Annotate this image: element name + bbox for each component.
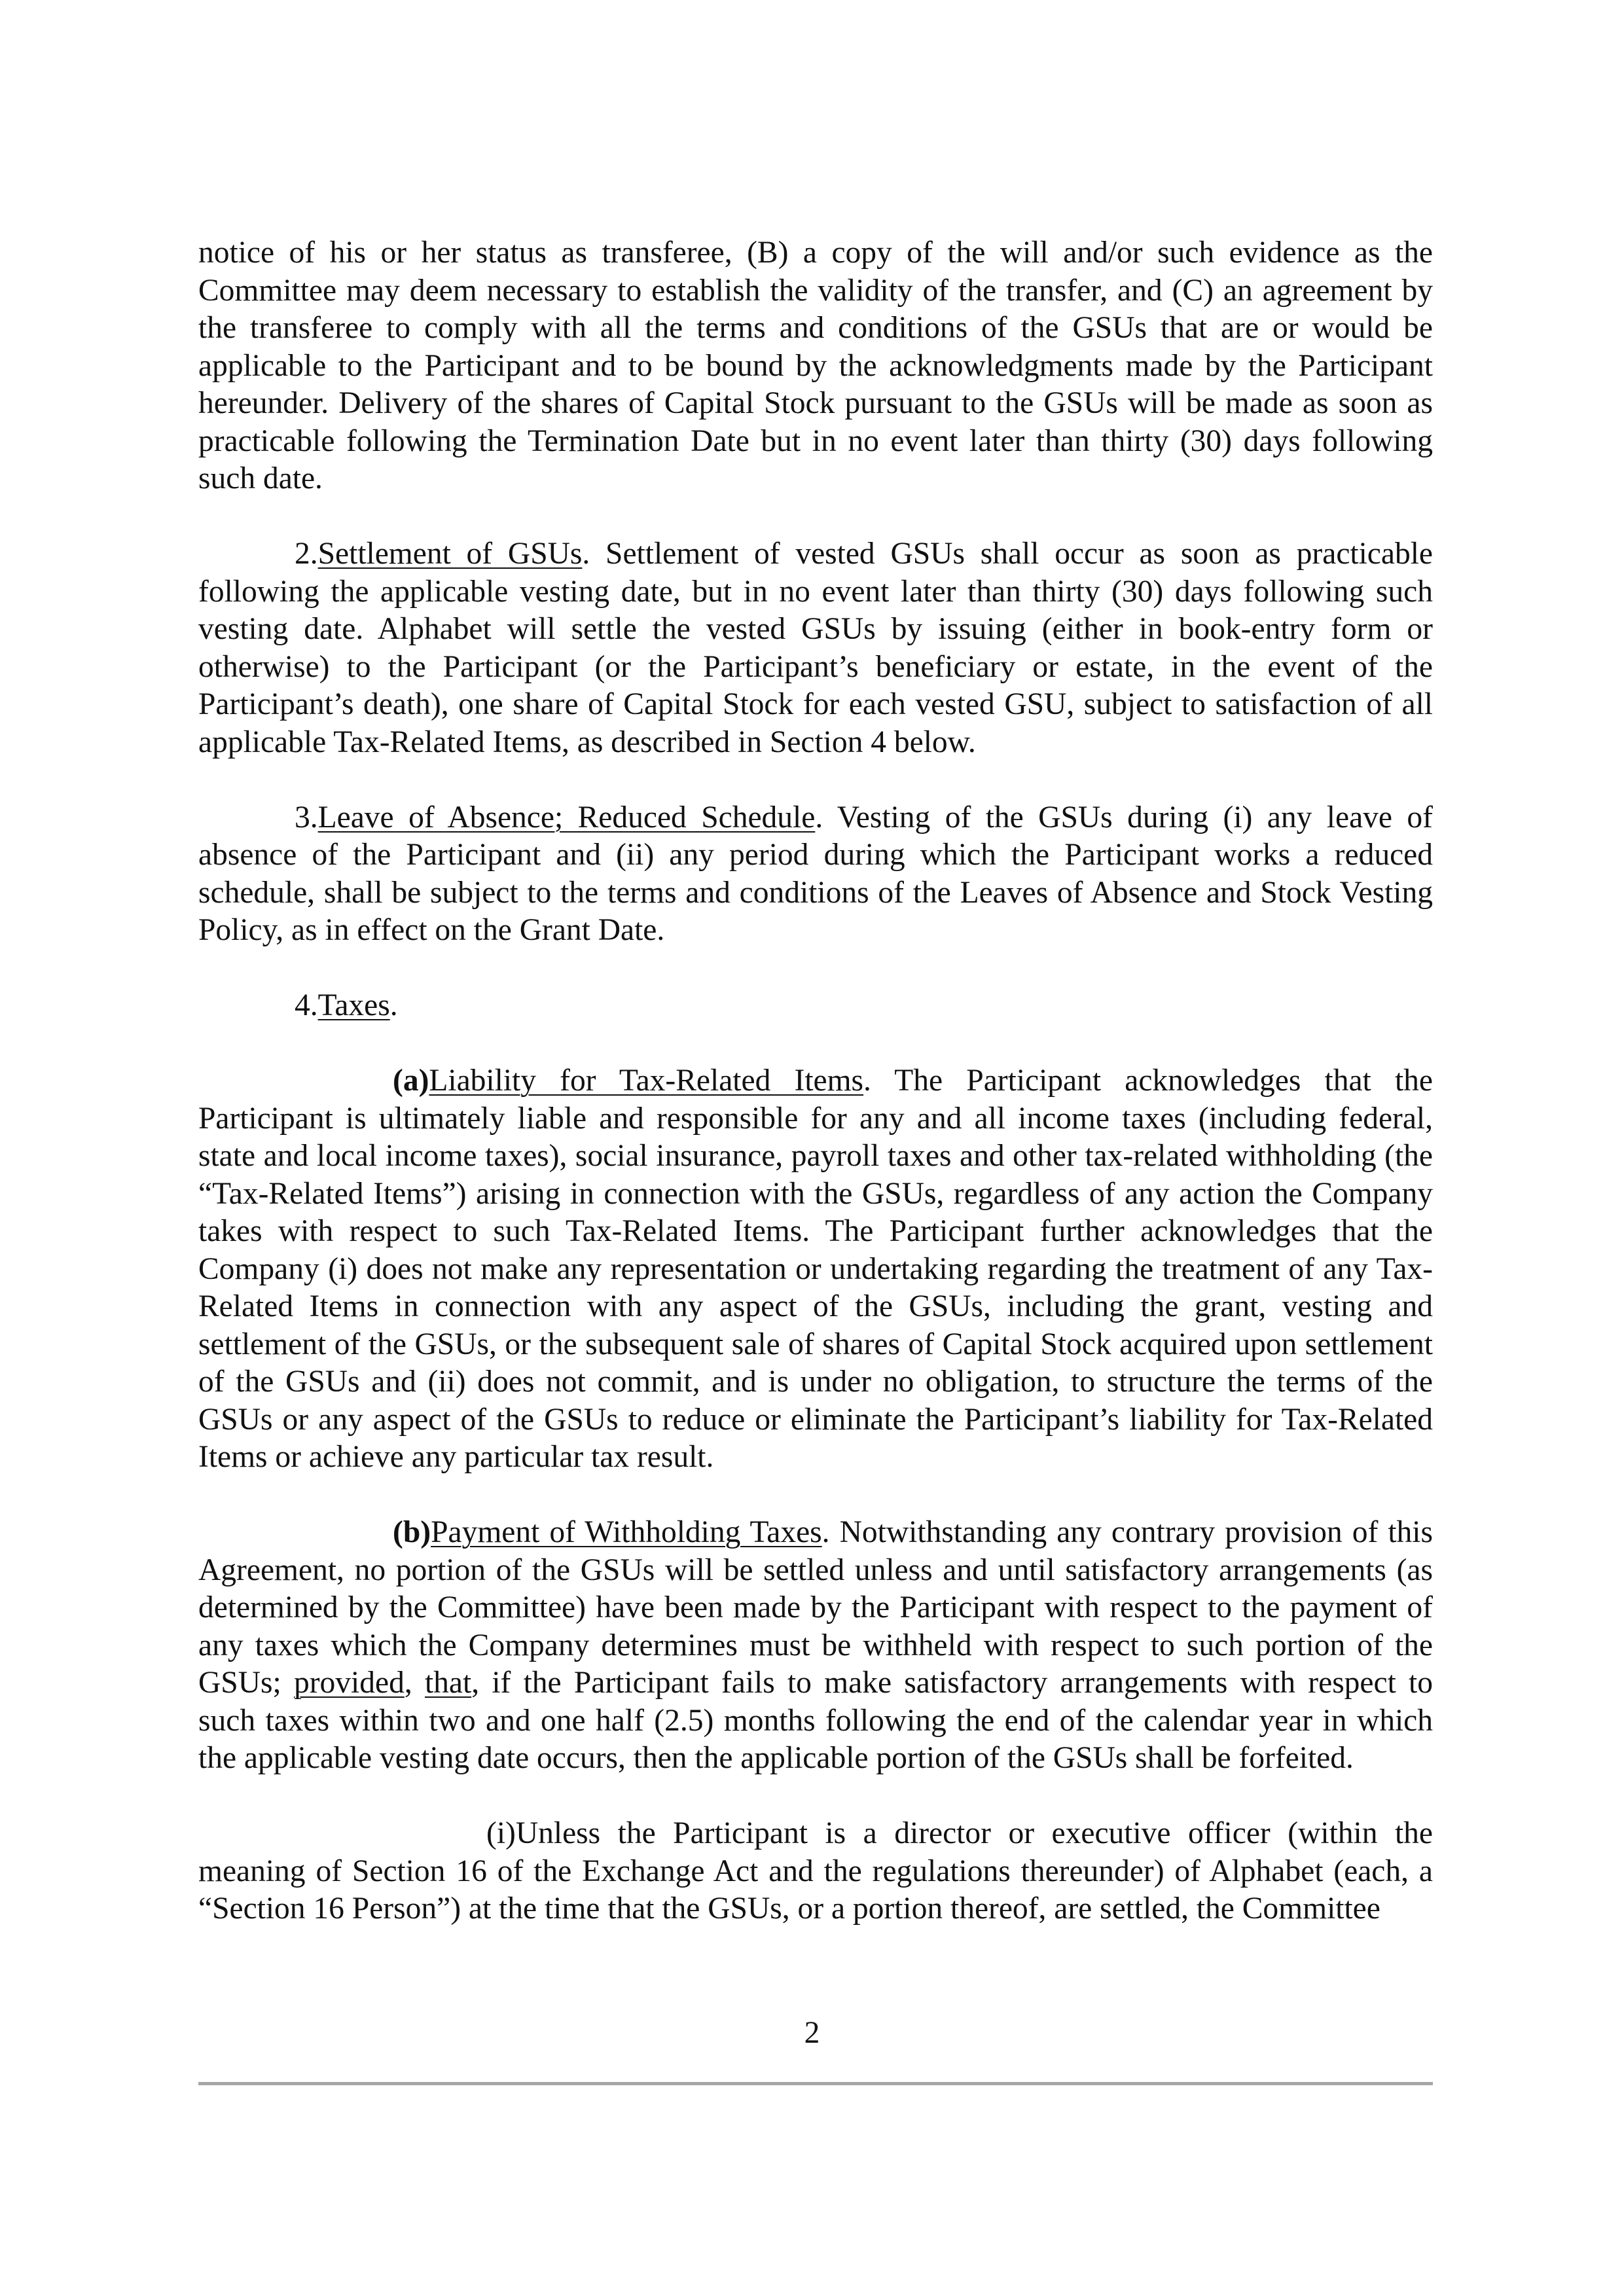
section-4-trail: . (389, 988, 398, 1022)
section-4b-comma: , (404, 1666, 425, 1700)
section-2-heading: Settlement of GSUs (317, 537, 583, 571)
section-4b-withholding (198, 1514, 1433, 1778)
section-4b-i: (i)Unless the Participant is a director or executive officer (within the meaning of Section 16 of the Exchange Act and the regulations thereunder) of Alphabet (each, a “Section 16 Person”) at the time that the GSUs, or a portion thereof, are settled, the Committee (198, 1816, 1433, 1926)
section-4b-provided: provided (293, 1666, 405, 1700)
section-4a-text: . The Participant acknowledges that the Participant is ultimately liable and responsible for any and all income taxes (including federal, state and local income taxes), social insurance, payroll taxes and other tax-related withholding (the “Tax-Related Items”) arising in connection with the GSUs, regardless of any action the Company takes with respect to such Tax-Related Items. The Participant further acknowledges that the Company (i) does not make any representation or undertaking regarding the treatment of any Tax-Related Items in connection with any aspect of the GSUs, including the grant, vesting and settlement of the GSUs, or the subsequent sale of shares of Capital Stock acquired upon settlement of the GSUs and (ii) does not commit, and is under no obligation, to structure the terms of the GSUs or any aspect of the GSUs to reduce or eliminate the Participant’s liability for Tax-Related Items or achieve any particular tax result. (198, 1064, 1433, 1474)
section-3-text: . Vesting of the GSUs during (i) any leave of absence of the Participant and (ii) any period during which the Participant works a reduced schedule, shall be subject to the terms and conditions of the Leaves of Absence and Stock Vesting Policy, as in effect on the Grant Date. (198, 800, 1433, 947)
section-4b-heading: Payment of Withholding Taxes (431, 1515, 822, 1549)
section-2-number: 2. (295, 537, 318, 571)
section-4a-label: (a) (393, 1064, 429, 1098)
section-4-number: 4. (295, 988, 318, 1022)
paragraph-carryover: notice of his or her status as transferee, (B) a copy of the will and/or such evidence as the Committee may deem necessary to establish the validity of the transfer, and (C) an agreement by the transferee to comply with all the terms and conditions of the GSUs that are or would be applicable to the Participant and to be bound by the acknowledgments made by the Participant hereunder. Delivery of the shares of Capital Stock pursuant to the GSUs will be made as soon as practicable following the Termination Date but in no event later than thirty (30) days following such date. (198, 236, 1433, 495)
section-4-taxes (198, 987, 1433, 1025)
page-number: 2 (804, 2016, 820, 2050)
footer-divider (198, 2082, 1433, 2085)
section-4-heading: Taxes (317, 988, 390, 1022)
section-2-settlement (198, 535, 1433, 761)
section-4b-text2: , if the Participant fails to make satisfactory arrangements with respect to such taxes within two and one half (2.5) months following the end of the calendar year in which the applicable vesting date occurs, then the applicable portion of the GSUs shall be forfeited. (198, 1666, 1433, 1775)
section-3-heading: Leave of Absence; Reduced Schedule (317, 800, 816, 834)
section-4b-that: that (424, 1666, 472, 1700)
section-4a-liability (198, 1062, 1433, 1477)
section-2-text: . Settlement of vested GSUs shall occur as soon as practicable following the applicable vesting date, but in no event later than thirty (30) days following such vesting date. Alphabet will settle the vested GSUs by issuing (either in book-entry form or otherwise) to the Participant (or the Participant’s beneficiary or estate, in the event of the Participant’s death), one share of Capital Stock for each vested GSU, subject to satisfaction of all applicable Tax-Related Items, as described in Section 4 below. (198, 537, 1433, 759)
section-4a-heading: Liability for Tax-Related Items (429, 1064, 864, 1098)
section-4b-label: (b) (393, 1515, 431, 1549)
section-3-number: 3. (295, 800, 318, 834)
section-4b-text1: . Notwithstanding any contrary provision of this Agreement, no portion of the GSUs will be settled unless and until satisfactory arrangements (as determined by the Committee) have been made by the Participant with respect to the payment of any taxes which the Company determines must be withheld with respect to such portion of the GSUs; (198, 1515, 1433, 1700)
section-3-leave (198, 799, 1433, 950)
document-body (198, 234, 1433, 1928)
